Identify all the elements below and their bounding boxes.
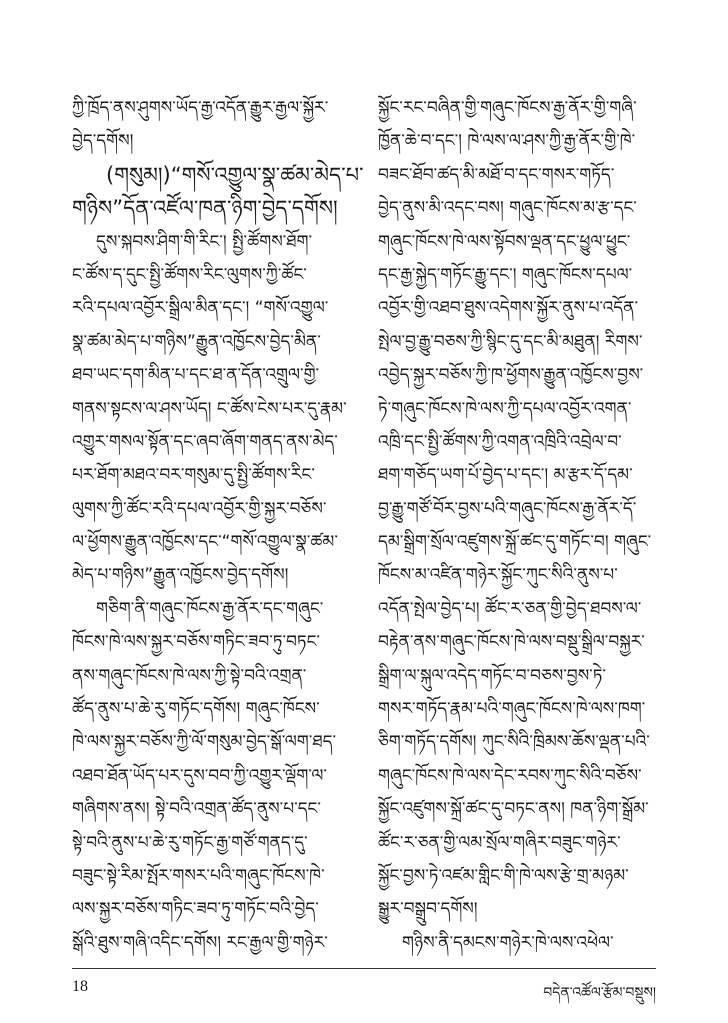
section-heading-line: གཉིས”དོན་འཛོལ་ཁན་ཉིག་བྱེད་དགོས།: [72, 196, 338, 221]
body-text-line: གསར་གཏོད་རྣམ་པའི་གཞུང་ཁོངས་ཁེ་ལས་ཁག་: [378, 699, 646, 720]
body-text-line: ཅིག་གཏོད་དགོས། ཀུང་སིའི་ཁྲིམས་ཆོས་ལྡན་པའི་: [378, 732, 650, 753]
page-number: 18: [72, 978, 88, 995]
body-text-line: གཞིགས་ནས། སྟེ་བའི་འགྲན་ཚོད་ནུས་པ་དང་: [72, 799, 321, 820]
body-text-line: གཉིས་ནི་དམངས་གཉེར་ཁེ་ལས་འཕེལ་: [402, 932, 614, 953]
running-title: བདེན་འཚོལ་རྩོམ་བསྡུས།: [543, 985, 656, 1001]
body-text-line: ལུགས་ཀྱི་ཚོང་རའི་དཔལ་འབྱོར་གྱི་སྐྱར་བཅོས་: [72, 498, 327, 519]
body-text-line: ལས་སྐྱར་བཅོས་གཏིང་ཟབ་ཏུ་གཏོང་བའི་བྱེད་: [72, 899, 319, 920]
body-text-line: ནས་གཞུང་ཁོངས་ཁེ་ལས་ཀྱི་སྟེ་བའི་འགྲན་: [72, 665, 307, 686]
body-text-line: སྤེལ་བྱ་རྒྱུ་བཅས་ཀྱི་སྙིང་དུ་དང་མི་མཐུན། རིགས་: [378, 331, 643, 352]
right-text-column: [378, 92, 678, 960]
footer-rule: [72, 968, 656, 969]
body-text-line: སྒོའི་ཐུས་གཞི་འདིང་དགོས། རང་རྒྱལ་གྱི་གཉེར་: [72, 932, 328, 953]
section-heading-line: (གསུམ།)“གསོ་འགྱུལ་སྣ་ཚམ་མེད་པ་: [106, 162, 364, 187]
body-text-line: སྣ་ཚམ་མེད་པ་གཉིས”རྒྱུན་འཁྱོངས་བྱེད་མིན་: [72, 331, 321, 352]
body-text-line: བྱེད་ནུས་མི་འདང་བས། གཞུང་ཁོངས་མ་རྩ་དང་: [378, 198, 637, 219]
body-text-line: ཐག་གཅོད་ཡག་པོ་བྱེད་པ་དང་། མ་རྩར་དོ་དམ་: [378, 465, 633, 486]
body-text-line: འཁྲི་དང་སྤྱི་ཚོགས་ཀྱི་འགན་འཁྲིའི་འབྲེལ་བ་: [378, 431, 622, 452]
body-text-line: དུས་སྐབས་ཤིག་གི་རིང་། སྤྱི་ཚོགས་ཐོག་: [96, 231, 313, 252]
body-text-line: རའི་དཔལ་འབྱོར་སྒྲིལ་མིན་དང་། “གསོ་འགྱུལ་: [72, 298, 329, 319]
body-text-line: འགྱུར་གསལ་སྟོན་དང་ཞབ་ཞོག་གནད་ནས་མེད་: [72, 431, 338, 452]
body-text-line: ཀྱི་ཁྲོད་ནས་ཤུགས་ཡོད་རྒྱ་འདོན་རྒྱུར་རྒྱལ་སྐྱོར་: [72, 98, 329, 118]
body-text-line: ཐབ་ཡང་དག་མིན་པ་དང་ཐ་ན་དོན་འགྲུལ་གྱི་: [72, 365, 320, 386]
body-text-line: དང་རྒྱ་སྐྱེད་གཏོང་རྒྱུ་དང་། གཞུང་ཁོངས་དཔལ་: [378, 264, 633, 285]
body-text-line: ཁོངས་མ་འཛིན་གཉེར་སྐྱོང་ཀུང་སིའི་ནུས་པ་: [378, 565, 618, 586]
body-text-line: ང་ཚོས་ད་དུང་སྤྱི་ཚོགས་རིང་ལུགས་ཀྱི་ཚོང་: [72, 264, 307, 285]
body-text-line: འབྱེད་སྐྱར་བཅོས་ཀྱི་ཁ་ཕྱོགས་རྒྱུན་འཁྱོངས་བྱས་: [378, 365, 644, 386]
left-text-column: [72, 92, 372, 960]
body-text-line: ཁྱོན་ཆེ་བ་དང་། ཁེ་ལས་ལ་ཤས་ཀྱི་རྒྱ་ནོར་གྱི་ཁེ་: [378, 131, 636, 152]
body-text-line: སྐྱོང་འཛུགས་སྐྲོ་ཚང་དུ་བཏང་ནས། ཁན་ཉིག་སྒྲོམ་: [378, 799, 649, 820]
body-text-line: བྱ་རྒྱུ་གཙོ་བོར་བྱས་པའི་གཞུང་ཁོངས་རྒྱ་ནོར་དོ་: [378, 498, 637, 519]
body-text-line: བརྟེན་ནས་གཞུང་ཁོངས་ཁེ་ལས་བསྡུ་སྒྲིལ་བསྐྱར་: [378, 632, 645, 653]
body-text-line: བྱེད་དགོས།: [72, 131, 134, 152]
body-text-line: མེད་པ་གཉིས”རྒྱུན་འཁྱོངས་བྱེད་དགོས།: [72, 565, 289, 586]
body-text-line: གཞུང་ཁོངས་ཁེ་ལས་དེང་རབས་ཀུང་སིའི་བཅོས་: [378, 765, 642, 786]
body-text-line: སྟེ་བའི་ནུས་པ་ཆེ་རུ་གཏོང་རྒྱ་གཙོ་གནད་དུ་: [72, 832, 308, 853]
body-text-line: པར་ཐོག་མཐའ་བར་གསུམ་དུ་སྤྱི་ཚོགས་རིང་: [72, 465, 315, 486]
body-text-line: བཟུང་སྟེ་རིམ་སྤོར་གསར་པའི་གཞུང་ཁོངས་ཁེ་: [72, 865, 325, 886]
body-text-line: ཏེ་གཞུང་ཁོངས་ཁེ་ལས་ཀྱི་དཔལ་འབྱོར་འགན་: [378, 398, 632, 419]
body-text-line: དམ་སྒྲིག་སྲོལ་འཛུགས་སྐྲོ་ཚང་དུ་གཏོང་བ། གཞུང་: [378, 532, 652, 553]
body-text-line: ཁོངས་ཁེ་ལས་སྐྱར་བཅོས་གཏིང་ཟབ་ཏུ་བཏང་: [72, 632, 320, 653]
body-text-line: འདོན་སྤེལ་བྱེད་པ། ཚོང་ར་ཅན་གྱི་བྱེད་ཐབས་ལ་: [378, 598, 642, 619]
body-text-line: གཅིག་ནི་གཞུང་ཁོངས་རྒྱ་ནོར་དང་གཞུང་: [96, 598, 324, 619]
body-text-line: སྐྱོང་རང་བཞིན་གྱི་གཞུང་ཁོངས་རྒྱ་ནོར་གྱི་གཞི་: [378, 98, 637, 118]
body-text-line: སྒྲིག་ལ་སྐུལ་འདེད་གཏོང་བ་བཅས་བྱས་ཏེ་: [378, 665, 606, 686]
body-text-line: སྒྱུར་བསྒྲུབ་དགོས།: [378, 899, 478, 920]
body-text-line: ཚོད་ནུས་པ་ཆེ་རུ་གཏོང་དགོས། གཞུང་ཁོངས་: [72, 699, 320, 720]
body-text-line: གཞུང་ཁོངས་ཁེ་ལས་སྟོབས་ལྡན་དང་ཕྱུལ་ཕྱུང་: [378, 231, 631, 252]
body-text-line: འཐབ་ཐོན་ཡོད་པར་དུས་བབ་ཀྱི་འགྱུར་ལྡོག་ལ་: [72, 765, 327, 786]
body-text-line: སྐྱོང་བྱས་ཏེ་འཛམ་གླིང་གི་ཁེ་ལས་རྩེ་གྲ་མཉམ་: [378, 865, 629, 886]
body-text-line: ལ་ཕྱོགས་རྒྱུན་འཁྱོངས་དང་“གསོ་འགྱུལ་སྣ་ཚམ་: [72, 532, 338, 553]
body-text-line: བཟང་ཐོབ་ཚད་མི་མཐོ་བ་དང་གསར་གཏོད་: [378, 164, 615, 185]
body-text-line: ཁེ་ལས་སྐྱར་བཅོས་ཀྱི་ལོ་གསུམ་བྱེད་སྒོ་ལག་ཐད་: [72, 732, 337, 753]
body-text-line: འབྱོར་གྱི་འཐབ་ཐུས་འདེགས་སྐྱོར་ནུས་པ་འདོན་: [378, 298, 639, 319]
body-text-line: ཚོང་ར་ཅན་གྱི་ལམ་སྲོལ་གཞིར་བཟུང་གཉེར་: [378, 832, 621, 853]
body-text-line: གནས་སྟངས་ལ་ཤས་ཡོད། ང་ཚོས་ངེས་པར་དུ་རྣམ་: [72, 398, 347, 419]
